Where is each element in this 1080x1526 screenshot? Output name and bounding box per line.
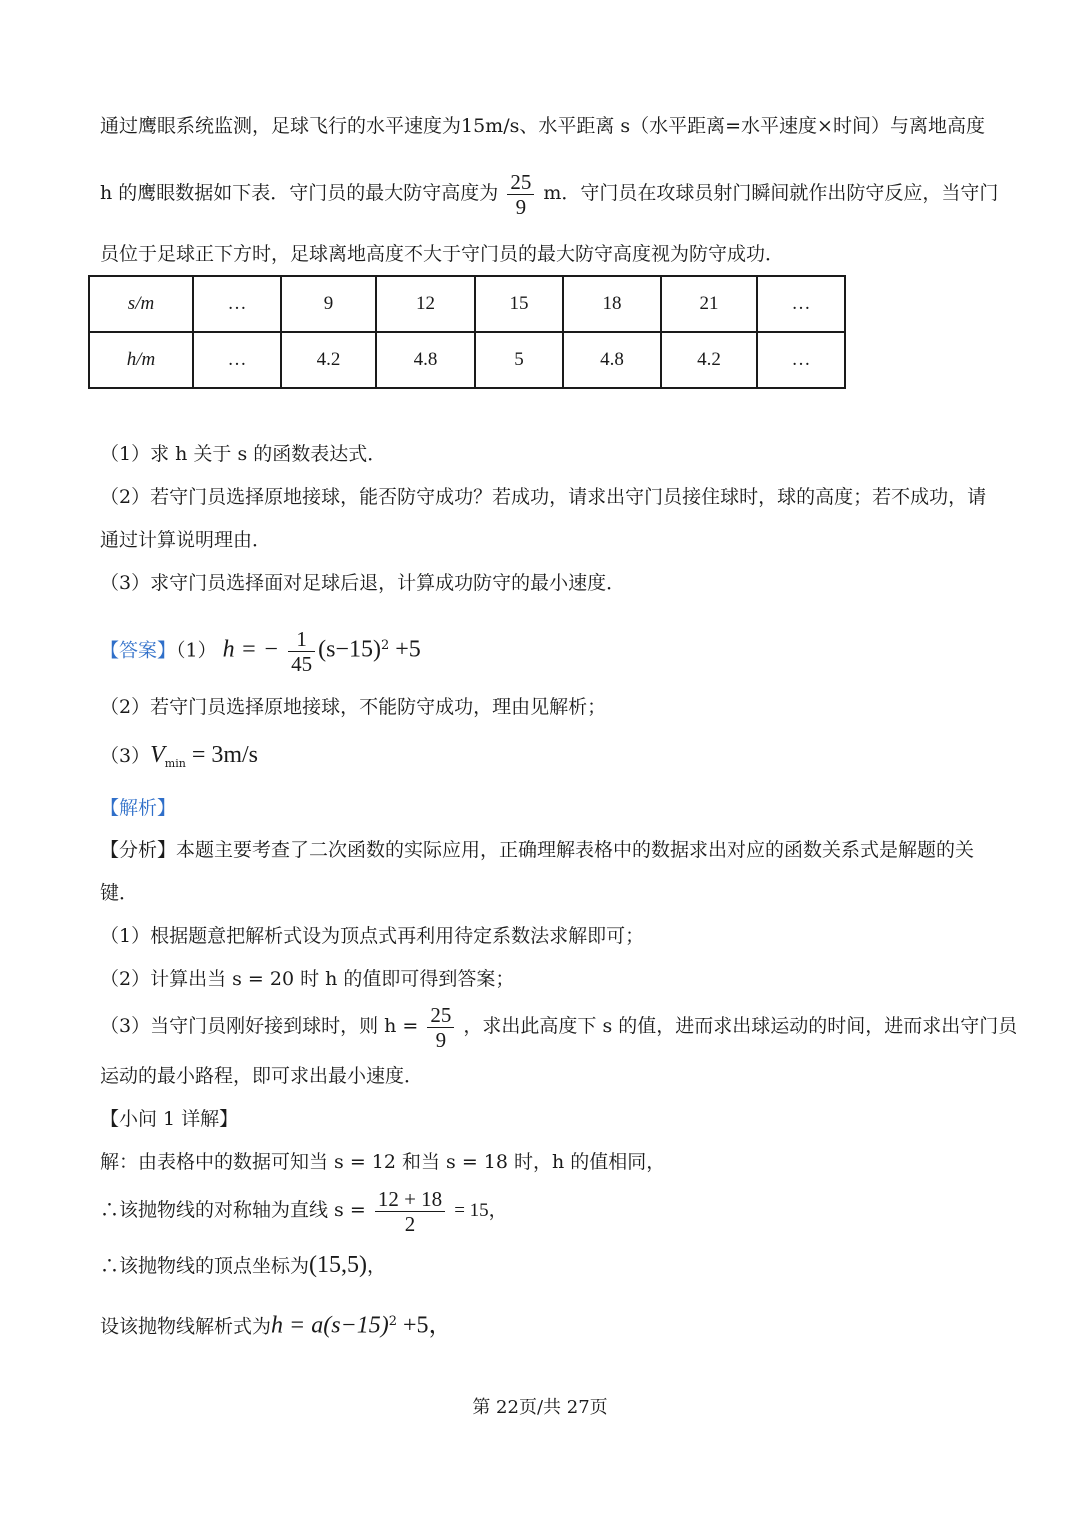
- table-cell: 4.8: [563, 332, 661, 388]
- analysis-text: （3）当守门员刚好接到球时，则 h =: [100, 1015, 419, 1037]
- analysis-text: ，求出此高度下 s 的值，进而求出球运动的时间，进而求出守门员: [463, 1015, 1018, 1037]
- question-2-line-2: [100, 527, 271, 553]
- analysis-text: （1）根据题意把解析式设为顶点式再利用待定系数法求解即可；: [100, 925, 645, 947]
- table-cell: 5: [475, 332, 563, 388]
- table-cell: 4.8: [376, 332, 475, 388]
- analysis-tag-text: 【解析】: [100, 797, 177, 819]
- table-row: [89, 332, 845, 388]
- analysis-tag: [100, 795, 176, 821]
- formula-fraction: [288, 627, 315, 676]
- answer-text: （2）若守门员选择原地接球，不能防守成功，理由见解析；: [100, 696, 607, 718]
- fraction-denominator: 9: [435, 1027, 447, 1052]
- analysis-text: （2）计算出当 s = 20 时 h 的值即可得到答案；: [100, 968, 515, 990]
- detail-tag-text: 【小问 1 详解】: [100, 1108, 239, 1130]
- formula-subscript: min: [164, 756, 186, 770]
- detail-text: ，: [367, 1255, 387, 1277]
- detail-line-4: [100, 1309, 453, 1339]
- detail-tag: [100, 1106, 238, 1132]
- fraction-numerator: 1: [288, 627, 315, 652]
- problem-text: 员位于足球正下方时，足球离地高度不大于守门员的最大防守高度视为防守成功．: [100, 243, 785, 265]
- problem-line-1: [100, 113, 985, 139]
- formula-body: (s−15): [318, 636, 381, 663]
- detail-text: ∴该抛物线的顶点坐标为: [100, 1255, 310, 1277]
- table-cell: 21: [661, 276, 757, 332]
- analysis-line-1: [100, 837, 974, 863]
- analysis-point-1: [100, 923, 644, 949]
- analysis-point-3: [100, 998, 1017, 1054]
- table-cell: 15: [475, 276, 563, 332]
- formula-fraction: [427, 1003, 454, 1052]
- fraction-numerator: 25: [427, 1003, 454, 1028]
- formula-variable: V: [150, 742, 165, 768]
- question-2-line-1: [100, 484, 986, 510]
- problem-text: h 的鹰眼数据如下表．守门员的最大防守高度为: [100, 182, 499, 204]
- formula-fraction: [375, 1187, 445, 1236]
- data-table: [88, 275, 846, 389]
- problem-text: 通过鹰眼系统监测，足球飞行的水平速度为15m/s、水平距离 s（水平距离=水平速度×时间）与离地高度: [100, 115, 985, 137]
- question-text: 通过计算说明理由．: [100, 529, 272, 551]
- table-cell: …: [757, 332, 845, 388]
- table-row: [89, 276, 845, 332]
- formula-exponent: 2: [388, 1314, 398, 1329]
- table-cell: …: [193, 276, 281, 332]
- analysis-line-2: [100, 880, 138, 906]
- formula-body: (15,5): [309, 1252, 367, 1278]
- table-header-cell: h/m: [89, 332, 193, 388]
- detail-text: ∴该抛物线的对称轴为直线 s =: [100, 1199, 366, 1221]
- problem-line-3: [100, 241, 784, 267]
- analysis-point-2: [100, 966, 514, 992]
- detail-line-2: [100, 1182, 508, 1238]
- page-number: 第 22页/共 27页: [472, 1397, 608, 1418]
- problem-text: m．守门员在攻球员射门瞬间就作出防守反应，当守门: [543, 182, 999, 204]
- analysis-text: 键．: [100, 882, 139, 904]
- detail-line-3: [100, 1252, 386, 1279]
- fraction-numerator: 25: [507, 170, 534, 195]
- question-text: （3）求守门员选择面对足球后退，计算成功防守的最小速度．: [100, 572, 626, 594]
- answer-number: （3）: [100, 745, 151, 767]
- answer-1: [100, 618, 421, 674]
- table-cell: 18: [563, 276, 661, 332]
- fraction-denominator: 2: [404, 1211, 416, 1236]
- table-cell: 12: [376, 276, 475, 332]
- table-cell: …: [757, 276, 845, 332]
- answer-tag: 【答案】: [100, 639, 177, 662]
- analysis-text: 【分析】本题主要考查了二次函数的实际应用，正确理解表格中的数据求出对应的函数关系式是解题的关: [100, 839, 975, 861]
- fraction-denominator: 9: [515, 194, 527, 219]
- fraction-max-height: [507, 170, 534, 219]
- question-text: （2）若守门员选择原地接球，能否防守成功？若成功，请求出守门员接住球时，球的高度；若不成功，请: [100, 486, 987, 508]
- analysis-point-3-cont: [100, 1063, 423, 1089]
- fraction-denominator: 45: [291, 651, 313, 676]
- formula-lhs: h = −: [222, 636, 280, 663]
- formula-tail: +5: [389, 636, 421, 663]
- table-header-cell: s/m: [89, 276, 193, 332]
- detail-line-1: [100, 1149, 665, 1175]
- page-footer: [0, 1393, 1080, 1419]
- detail-text: 设该抛物线解析式为: [100, 1315, 272, 1338]
- formula-exponent: 2: [380, 638, 390, 653]
- formula-body: h = a(s−15): [271, 1312, 389, 1339]
- answer-3: [100, 742, 258, 777]
- answer-2: [100, 694, 606, 720]
- question-1: [100, 441, 386, 467]
- problem-line-2: [100, 163, 998, 223]
- table-cell: …: [193, 332, 281, 388]
- question-3: [100, 570, 625, 596]
- table-cell: 4.2: [281, 332, 376, 388]
- detail-text: = 15，: [454, 1200, 508, 1221]
- fraction-numerator: 12 + 18: [375, 1187, 445, 1212]
- question-text: （1）求 h 关于 s 的函数表达式．: [100, 443, 387, 465]
- table-cell: 9: [281, 276, 376, 332]
- analysis-text: 运动的最小路程，即可求出最小速度．: [100, 1065, 424, 1087]
- detail-text: 解：由表格中的数据可知当 s = 12 和当 s = 18 时，h 的值相同，: [100, 1151, 666, 1173]
- answer-number: （1）: [176, 639, 217, 662]
- formula-tail: +5，: [397, 1312, 453, 1339]
- formula-body: = 3m/s: [185, 742, 259, 768]
- table-cell: 4.2: [661, 332, 757, 388]
